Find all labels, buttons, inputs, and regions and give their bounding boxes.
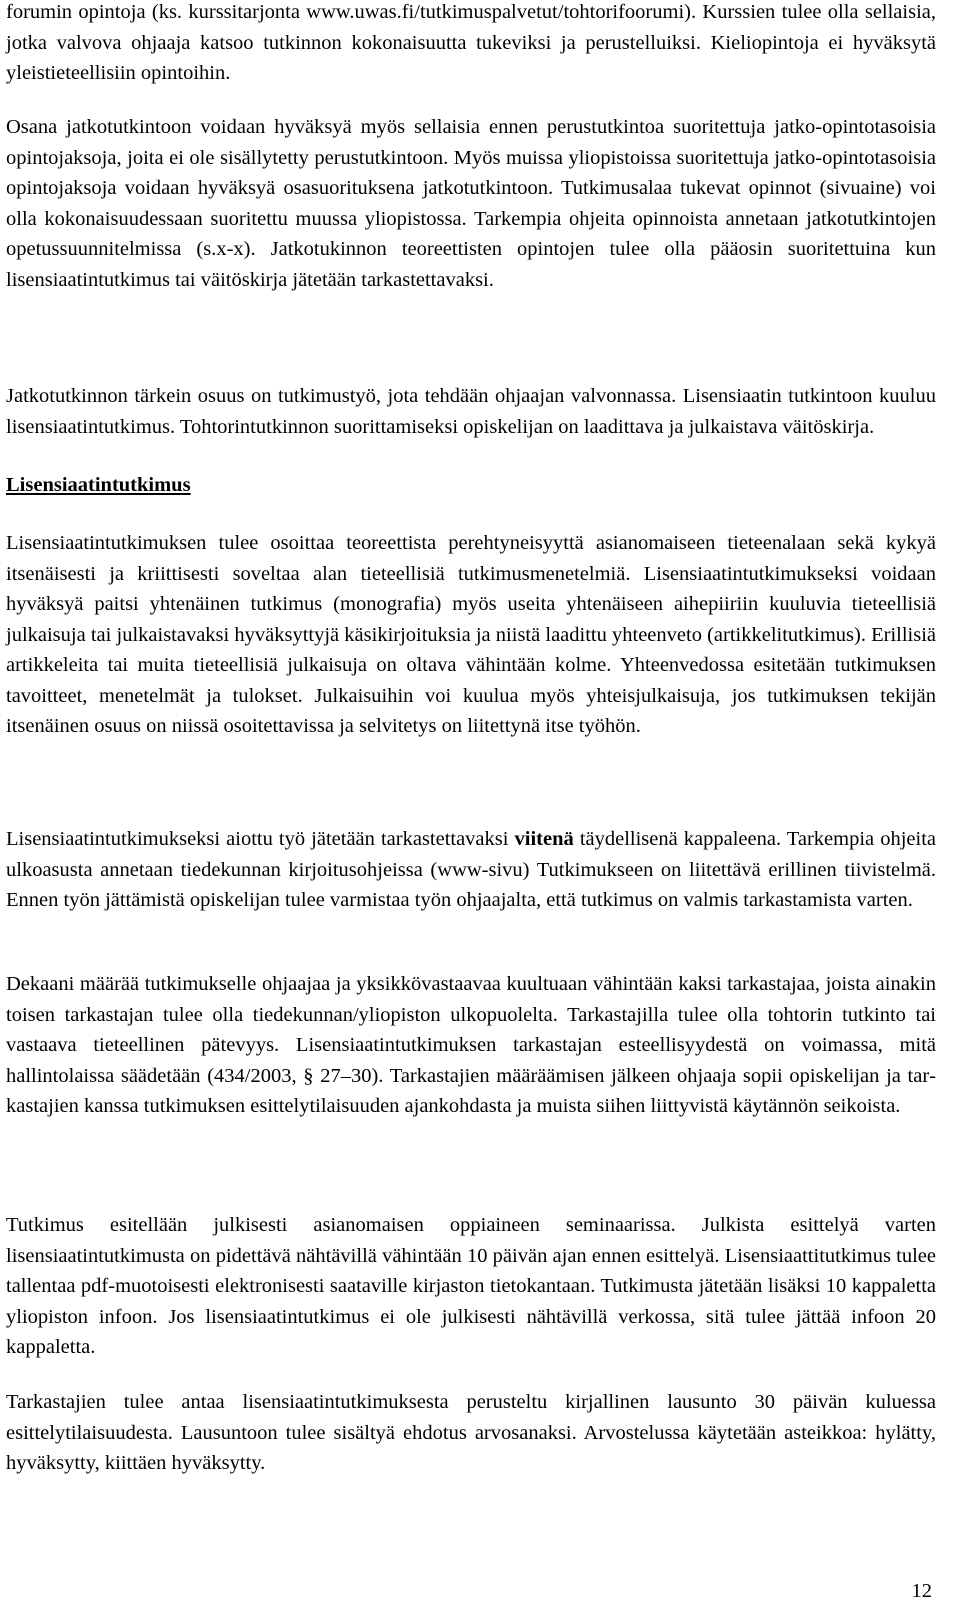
paragraph-evaluation: Tarkastajien tulee antaa lisensiaatintutkimuksesta perusteltu kirjallinen lausunto 30 päivän kuluessa esittelytilaisuudesta. Lausuntoon tulee sisältyä ehdotus arvosanaksi. Arvostelussa käytetään asteikkoa: hylätty, hyväksytty, kiittäen hyväksytty. xyxy=(6,1391,936,1474)
paragraph-course-requirements: forumin opintoja (ks. kurssitarjonta www.uwas.fi/tutkimuspalvetut/tohtorifoorumi). Kurssien tulee olla sellaisia, jotka valvova ohjaaja katsoo tutkinnon kokonaisuutta tukeviksi ja perustelluiksi. Kieliopintoja ei hyväksytä yleistieteellisiin opintoihin. xyxy=(6,1,936,84)
submission-copies-emphasis: viitenä xyxy=(514,828,574,850)
page-number: 12 xyxy=(911,1580,932,1602)
paragraph-submission xyxy=(6,824,936,916)
paragraph-examiners: Dekaani määrää tutkimukselle ohjaajaa ja yksikkövastaavaa kuultuaan vähintään kaksi tarkastajaa, joista ainakin toisen tarkastajan tulee olla tiedekunnan/yliopiston ulkopuolelta. Tarkastajilla tulee olla tohtorin tutkinto tai vastaava tieteellinen pätevyys. Lisensiaatintutkimuksen tarkastajan esteellisyydestä on voimassa, mitä hallintolaissa säädetään (434/2003, § 27–30). Tarkastajien määräämisen jälkeen ohjaaja sopii opiskelijan ja tarkastajien kanssa tutkimuksen esittelytilaisuuden ajankohdasta ja muista siihen liittyvistä käytännön seikoista. xyxy=(6,973,936,1117)
section-heading: Lisensiaatintutkimus xyxy=(6,474,191,496)
paragraph-public-presentation: Tutkimus esitellään julkisesti asianomaisen oppiaineen seminaarissa. Julkista esittelyä varten lisensiaatintutkimusta on pidettävä nähtävillä vähintään 10 päivän ajan ennen esittelyä. Lisensiaattitutkimus tulee tallentaa pdf-muotoisesti elektronisesti saataville kirjaston tietokantaan. Tutkimusta jätetään lisäksi 10 kappaletta yliopiston infoon. Jos lisensiaatintutkimus ei ole julkisesti nähtävillä verkossa, sitä tulee jättää infoon 20 kappaletta. xyxy=(6,1214,936,1358)
submission-text-after: täydellisenä kappaleena. Tarkempia ohjeita ulkoasusta annetaan tiedekunnan kirjoitusohjeissa (www-sivu) Tutkimukseen on liitettävä erillinen tiivistelmä. Ennen työn jättämistä opiskelijan tulee varmistaa työn ohjaajalta, että tutkimus on valmis tarkastamista varten. xyxy=(6,828,936,911)
submission-text-before: Lisensiaatintutkimukseksi aiottu työ jätetään tarkastettavaksi xyxy=(6,828,515,850)
paragraph-thesis-requirements: Lisensiaatintutkimuksen tulee osoittaa teoreettista perehtyneisyyttä asianomaiseen tieteenalaan sekä kykyä itsenäisesti ja kriittisesti soveltaa alan tieteellisiä tutkimusmenetelmiä. Lisensiaatintutkimukseksi voidaan hyväksyä paitsi yhtenäinen tutkimus (monografia) myös useita yhtenäiseen aihepiiriin kuuluvia tieteellisiä julkaisuja tai julkaistavaksi hyväksyttyjä käsikirjoituksia ja niistä laadittu yhteenveto (artikkelitutkimus). Erillisiä artikkeleita tai muita tieteellisiä julkaisuja on oltava vähintään kolme. Yhteenvedossa esitetään tutkimuksen tavoitteet, menetelmät ja tulokset. Julkaisuihin voi kuulua myös yhteisjulkaisuja, jos tutkimuksen tekijän itsenäinen osuus on niissä osoitettavissa ja selvitetys on liitettynä itse työhön. xyxy=(6,532,936,737)
paragraph-prior-studies: Osana jatkotutkintoon voidaan hyväksyä myös sellaisia ennen perustutkintoa suoritettuja jatko-opintotasoisia opintojaksoja, joita ei ole sisällytetty perustutkintoon. Myös muissa yliopistoissa suoritettuja jatko-opintotasoisia opintojaksoja voidaan hyväksyä osasuorituksena jatkotutkintoon. Tutkimusalaa tukevat opinnot (sivuaine) voi olla kokonaisuudessaan suoritettu muussa yliopistossa. Tarkempia ohjeita opinnoista annetaan jatkotutkintojen opetussuunnitelmissa (s.x-x). Jatkotukinnon teoreettisten opintojen tulee olla pääosin suoritettuina kun lisensiaatintutkimus tai väitöskirja jätetään tarkastettavaksi. xyxy=(6,116,936,291)
paragraph-research-work: Jatkotutkinnon tärkein osuus on tutkimustyö, jota tehdään ohjaajan valvonnassa. Lisensiaatin tutkintoon kuuluu lisensiaatintutkimus. Tohtorintutkinnon suorittamiseksi opiskelijan on laadittava ja julkaistava väitöskirja. xyxy=(6,385,936,438)
